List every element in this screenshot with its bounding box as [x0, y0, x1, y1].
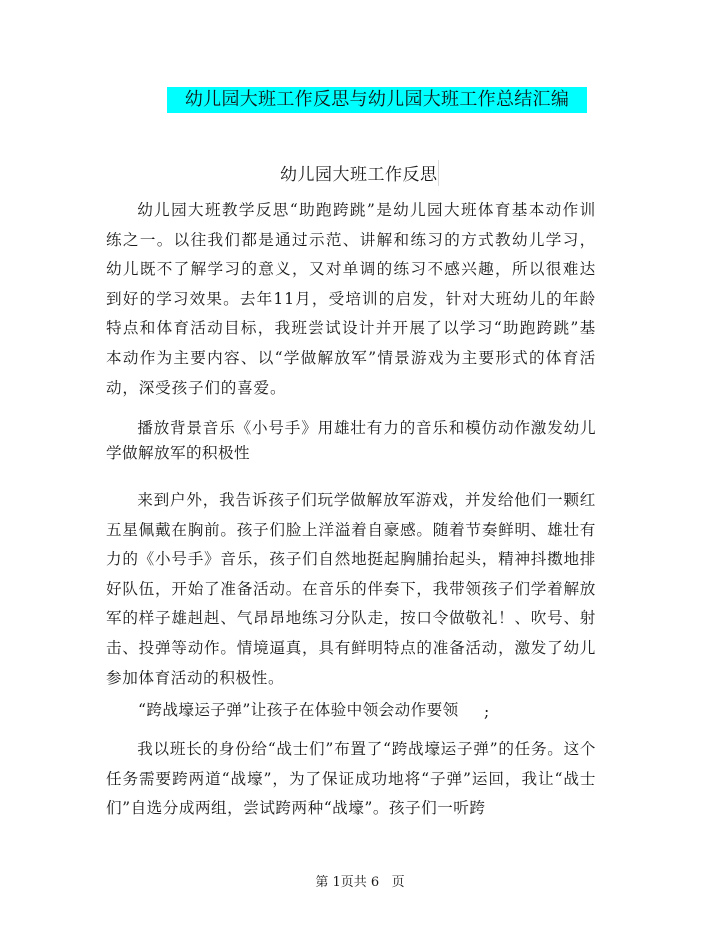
- subheading-trench-mark: ;: [484, 703, 490, 721]
- subheading-trench: “跨战壕运子弹”让孩子在体验中领会动作要领: [138, 701, 459, 719]
- paragraph-music: 播放背景音乐《小号手》用雄壮有力的音乐和模仿动作激发幼儿学做解放军的积极性: [106, 419, 596, 462]
- section-title: 幼儿园大班工作反思: [280, 165, 438, 185]
- paragraph-outdoor: 来到户外，我告诉孩子们玩学做解放军游戏，并发给他们一颗红五星佩戴在胸前。孩子们脸上洋溢着自豪感。随着节奏鲜明、雄壮有力的《小号手》音乐，孩子们自然地挺起胸脯抬起头，精神抖擞地排好队伍，开始了准备活动。在音乐的伴奏下，我带领孩子们学着解放军的样子雄赳赳、气昂昂地练习分队走，按口令做敬礼！、吹号、射击、投弹等动作。情境逼真，具有鲜明特点的准备活动，激发了幼儿参加体育活动的积极性。: [106, 491, 596, 687]
- document-main-title: 幼儿园大班工作反思与幼儿园大班工作总结汇编: [167, 87, 587, 113]
- text-cursor-mark: [438, 160, 439, 186]
- paragraph-intro: 幼儿园大班教学反思“助跑跨跳”是幼儿园大班体育基本动作训练之一。以往我们都是通过示范、讲解和练习的方式教幼儿学习，幼儿既不了解学习的意义，又对单调的练习不感兴趣，所以很难达到好的学习效果。去年11月，受培训的启发，针对大班幼儿的年龄特点和体育活动目标，我班尝试设计并开展了以学习“助跑跨跳”基本动作为主要内容、以“学做解放军”情景游戏为主要形式的体育活动，深受孩子们的喜爱。: [106, 201, 596, 397]
- paragraph-task: 我以班长的身份给“战士们”布置了“跨战壕运子弹”的任务。这个任务需要跨两道“战壕”，为了保证成功地将“子弹”运回，我让“战士们”自选分成两组，尝试跨两种“战壕”。孩子们一听跨: [106, 740, 596, 818]
- page-number-footer: 第 1页共 6 页: [315, 875, 405, 890]
